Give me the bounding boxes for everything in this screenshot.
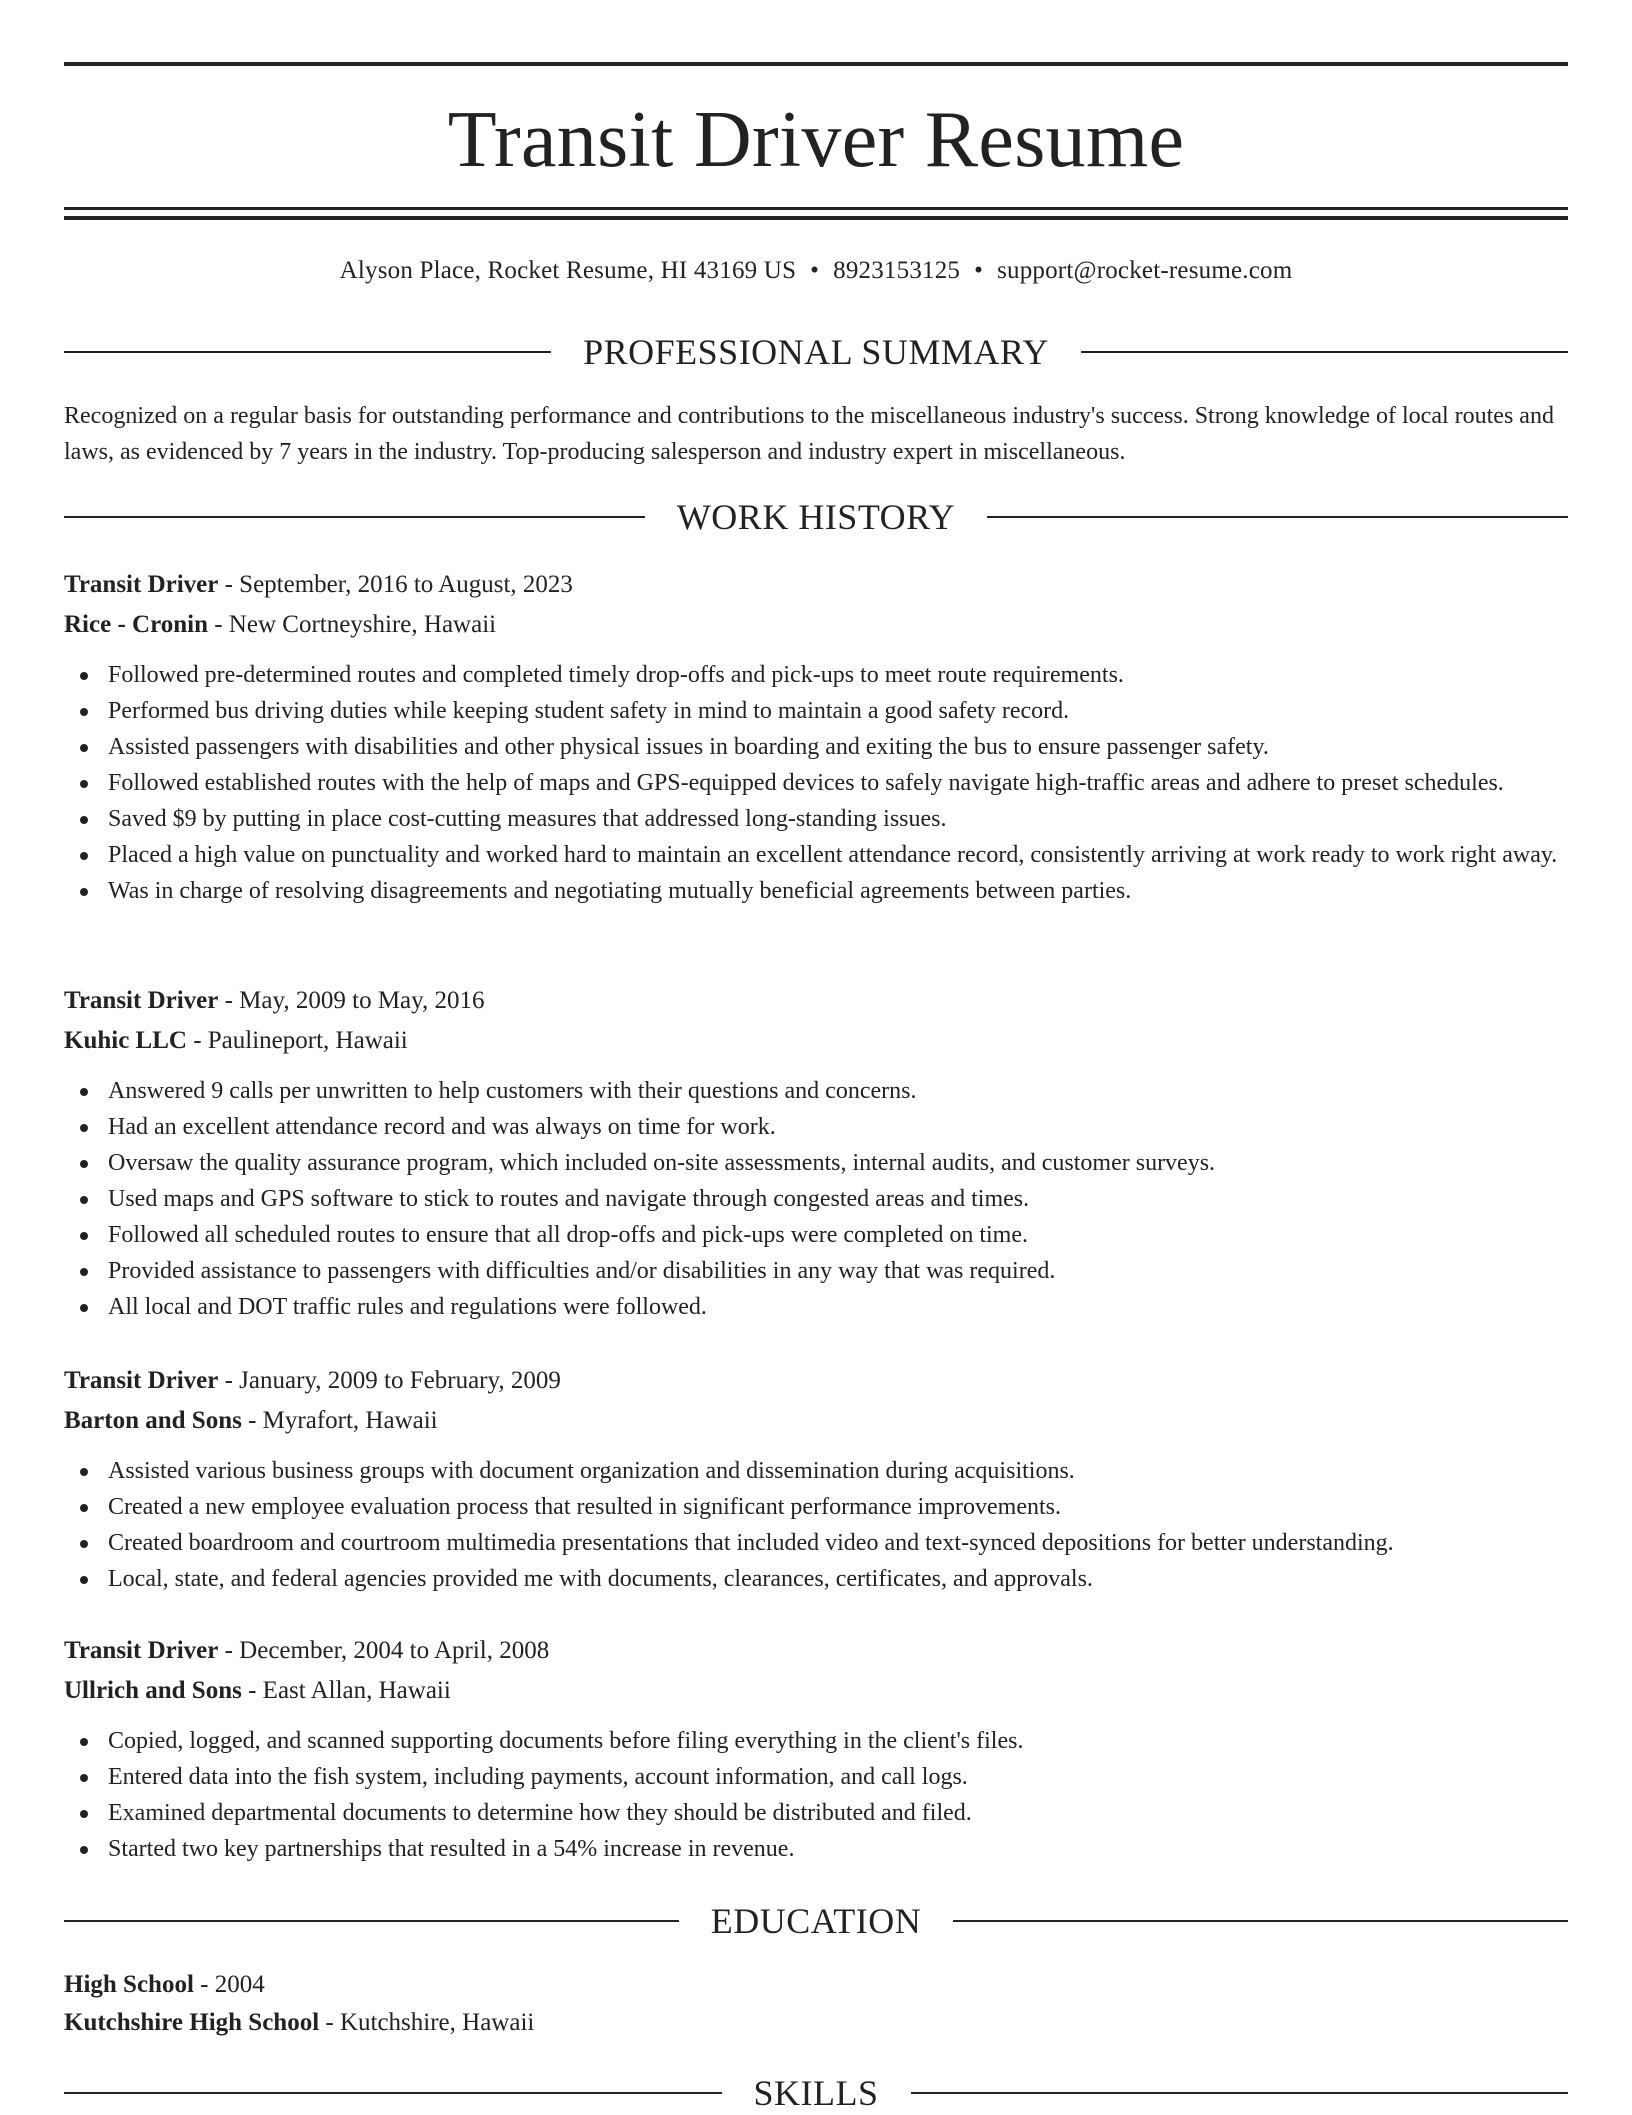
education-year: - 2004: [193, 1971, 265, 1998]
list-item: [64, 693, 1568, 729]
bullet-text: Followed all scheduled routes to ensure that all drop-offs and pick-ups were completed on time.: [108, 1222, 1028, 1248]
bullet-icon: [80, 1232, 88, 1240]
job-title-line: [64, 981, 1568, 1021]
bullet-text: Had an excellent attendance record and was always on time for work.: [108, 1114, 776, 1140]
list-item: [64, 1181, 1568, 1217]
title-rule-upper: [64, 207, 1568, 210]
bullet-icon: [80, 1304, 88, 1312]
education-location: - Kutchshire, Hawaii: [319, 2009, 535, 2036]
list-item: [64, 1217, 1568, 1253]
education-school: Kutchshire High School: [64, 2009, 320, 2036]
job-company-line: [64, 1671, 1568, 1711]
bullet-text: Assisted passengers with disabilities and other physical issues in boarding and exiting the bus to ensure passenger safety.: [108, 734, 1269, 760]
job-company-line: [64, 1401, 1568, 1441]
list-item: [64, 1145, 1568, 1181]
list-item: [64, 1831, 1568, 1867]
education-degree: High School: [64, 1971, 194, 1998]
bullet-text: Copied, logged, and scanned supporting documents before filing everything in the client's files.: [108, 1728, 1024, 1754]
bullet-text: Assisted various business groups with document organization and dissemination during acquisitions.: [108, 1458, 1075, 1484]
job-company-line: [64, 1021, 1568, 1061]
job-bullets: [64, 1723, 1568, 1867]
bullet-icon: [80, 1576, 88, 1584]
job-company: Kuhic LLC: [64, 1027, 187, 1054]
bullet-icon: [80, 1468, 88, 1476]
bullet-text: Answered 9 calls per unwritten to help customers with their questions and concerns.: [108, 1078, 917, 1104]
heading-rule: [64, 1920, 679, 1922]
job-company: Rice - Cronin: [64, 611, 208, 638]
list-item: [64, 1289, 1568, 1325]
bullet-text: Followed pre-determined routes and completed timely drop-offs and pick-ups to meet route requirements.: [108, 662, 1124, 688]
heading-rule: [1081, 351, 1568, 353]
job-bullets: [64, 1073, 1568, 1325]
section-heading-label: WORK HISTORY: [676, 497, 956, 537]
job-title-line: [64, 1631, 1568, 1671]
resume-title: Transit Driver Resume: [447, 96, 1185, 184]
section-heading-label: EDUCATION: [710, 1901, 922, 1941]
job-company: Ullrich and Sons: [64, 1677, 242, 1704]
job-title: Transit Driver: [64, 1637, 219, 1664]
job-title: Transit Driver: [64, 987, 219, 1014]
contact-line: [64, 254, 1568, 288]
list-item: [64, 801, 1568, 837]
list-item: [64, 1525, 1568, 1561]
bullet-text: Saved $9 by putting in place cost-cutting measures that addressed long-standing issues.: [108, 806, 947, 832]
bullet-icon: [80, 1088, 88, 1096]
section-heading-label: PROFESSIONAL SUMMARY: [583, 332, 1049, 372]
section-heading-label: SKILLS: [753, 2073, 879, 2113]
heading-rule: [64, 516, 645, 518]
list-item: [64, 1795, 1568, 1831]
bullet-icon: [80, 708, 88, 716]
job-title-line: [64, 1361, 1568, 1401]
list-item: [64, 1723, 1568, 1759]
job-location: - New Cortneyshire, Hawaii: [207, 611, 497, 638]
bullet-text: Oversaw the quality assurance program, which included on-site assessments, internal audits, and customer surveys.: [108, 1150, 1216, 1176]
job-entry: [64, 1631, 1568, 1867]
bullet-icon: [80, 1738, 88, 1746]
bullet-text: Was in charge of resolving disagreements and negotiating mutually beneficial agreements between parties.: [108, 878, 1132, 904]
bullet-text: All local and DOT traffic rules and regulations were followed.: [108, 1294, 707, 1320]
heading-rule: [911, 2092, 1569, 2094]
bullet-icon: [80, 816, 88, 824]
job-entry: [64, 1361, 1568, 1597]
bullet-text: Provided assistance to passengers with difficulties and/or disabilities in any way that was required.: [108, 1258, 1056, 1284]
contact-email: support@rocket-resume.com: [997, 257, 1293, 284]
bullet-icon: [80, 1504, 88, 1512]
bullet-icon: [80, 1196, 88, 1204]
bullet-icon: [80, 1268, 88, 1276]
list-item: [64, 1561, 1568, 1597]
bullet-text: Followed established routes with the help of maps and GPS-equipped devices to safely navigate high-traffic areas and adhere to preset schedules.: [108, 770, 1504, 796]
job-company-line: [64, 605, 1568, 645]
job-entry: [64, 565, 1568, 909]
list-item: [64, 873, 1568, 909]
list-item: [64, 657, 1568, 693]
job-location: - East Allan, Hawaii: [241, 1677, 451, 1704]
bullet-icon: [80, 1774, 88, 1782]
list-item: [64, 1489, 1568, 1525]
section-heading-work-history: [64, 495, 1568, 539]
section-heading-skills: [64, 2071, 1568, 2115]
contact-separator: •: [974, 257, 984, 284]
heading-rule: [987, 516, 1568, 518]
bullet-text: Entered data into the fish system, including payments, account information, and call logs.: [108, 1764, 968, 1790]
education-degree-line: [64, 1966, 1568, 2004]
contact-phone: 8923153125: [833, 257, 961, 284]
list-item: [64, 1759, 1568, 1795]
bullet-icon: [80, 1846, 88, 1854]
heading-rule: [64, 351, 551, 353]
top-rule: [64, 62, 1568, 66]
list-item: [64, 1073, 1568, 1109]
contact-separator: •: [810, 257, 820, 284]
bullet-icon: [80, 888, 88, 896]
list-item: [64, 837, 1568, 873]
contact-address: Alyson Place, Rocket Resume, HI 43169 US: [339, 257, 797, 284]
section-heading-summary: [64, 330, 1568, 374]
bullet-text: Examined departmental documents to determine how they should be distributed and filed.: [108, 1800, 972, 1826]
bullet-text: Used maps and GPS software to stick to routes and navigate through congested areas and times.: [108, 1186, 1030, 1212]
job-bullets: [64, 1453, 1568, 1597]
job-entry: [64, 981, 1568, 1325]
job-location: - Paulineport, Hawaii: [186, 1027, 408, 1054]
job-location: - Myrafort, Hawaii: [241, 1407, 438, 1434]
bullet-icon: [80, 1810, 88, 1818]
section-heading-education: [64, 1899, 1568, 1943]
bullet-icon: [80, 1160, 88, 1168]
summary-text: Recognized on a regular basis for outstanding performance and contributions to the miscellaneous industry's success. Strong knowledge of local routes and laws, as evidenced by 7 years in the industry. Top-producing salesperson and industry expert in miscellaneous.: [64, 403, 1554, 465]
bullet-icon: [80, 672, 88, 680]
bullet-icon: [80, 744, 88, 752]
list-item: [64, 729, 1568, 765]
job-dates: - May, 2009 to May, 2016: [218, 987, 485, 1014]
bullet-text: Placed a high value on punctuality and worked hard to maintain an excellent attendance record, consistently arriving at work ready to work right away.: [108, 842, 1558, 868]
job-company: Barton and Sons: [64, 1407, 242, 1434]
job-title-line: [64, 565, 1568, 605]
bullet-text: Created boardroom and courtroom multimedia presentations that included video and text-synced depositions for better understanding.: [108, 1530, 1394, 1556]
job-title: Transit Driver: [64, 1367, 219, 1394]
bullet-text: Performed bus driving duties while keeping student safety in mind to maintain a good safety record.: [108, 698, 1070, 724]
heading-rule: [64, 2092, 722, 2094]
education-entry: [64, 1966, 1568, 2042]
bullet-text: Started two key partnerships that resulted in a 54% increase in revenue.: [108, 1836, 795, 1862]
bullet-text: Created a new employee evaluation process that resulted in significant performance improvements.: [108, 1494, 1061, 1520]
job-dates: - December, 2004 to April, 2008: [218, 1637, 550, 1664]
bullet-text: Local, state, and federal agencies provided me with documents, clearances, certificates, and approvals.: [108, 1566, 1093, 1592]
list-item: [64, 765, 1568, 801]
bullet-icon: [80, 1540, 88, 1548]
heading-rule: [953, 1920, 1568, 1922]
list-item: [64, 1253, 1568, 1289]
bullet-icon: [80, 780, 88, 788]
job-bullets: [64, 657, 1568, 909]
list-item: [64, 1109, 1568, 1145]
bullet-icon: [80, 852, 88, 860]
title-rule-lower: [64, 216, 1568, 220]
job-title: Transit Driver: [64, 571, 219, 598]
job-dates: - September, 2016 to August, 2023: [218, 571, 573, 598]
education-school-line: [64, 2004, 1568, 2042]
job-dates: - January, 2009 to February, 2009: [218, 1367, 561, 1394]
bullet-icon: [80, 1124, 88, 1132]
list-item: [64, 1453, 1568, 1489]
